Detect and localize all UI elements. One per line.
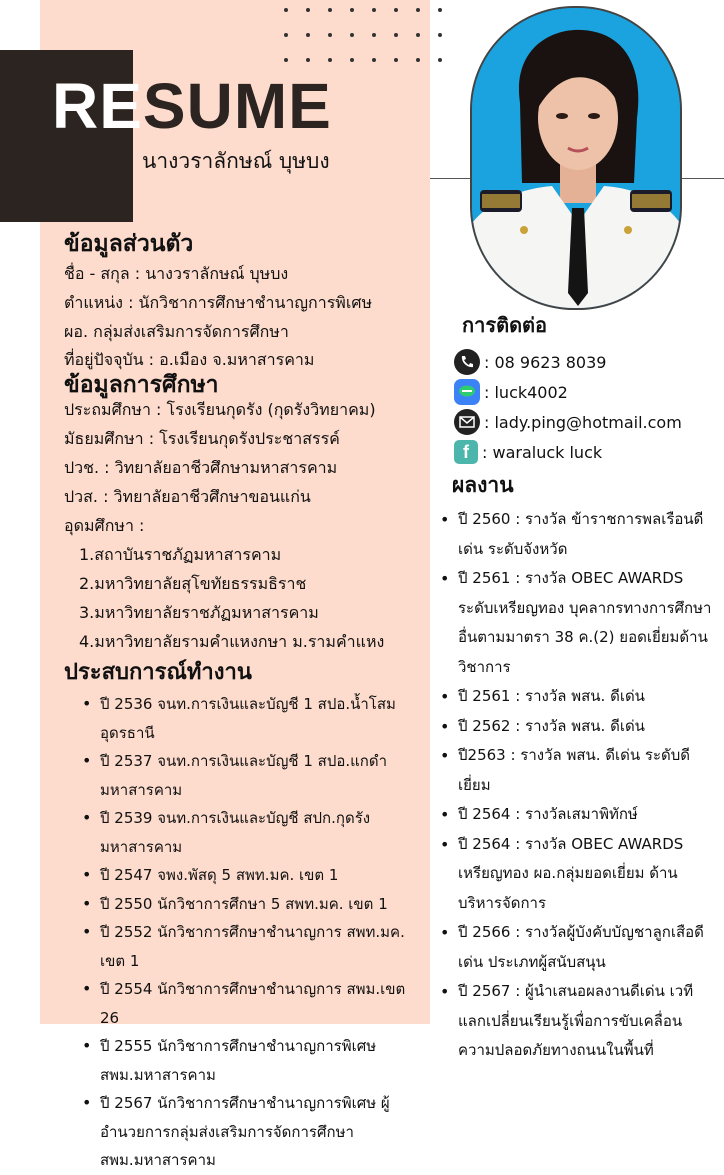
personal-address-line: ที่อยู่ปัจจุบัน : อ.เมือง จ.มหาสารคาม — [64, 350, 315, 369]
profile-photo — [470, 6, 682, 310]
higher-education-item: 1.สถาบันราชภัฏมหาสารคาม — [79, 545, 282, 564]
list-item: • ปี2563 : รางวัล พสน. ดีเด่น ระดับดีเยี่ยม — [436, 741, 716, 800]
email-icon — [454, 409, 480, 435]
list-item: • ปี 2536 จนท.การเงินและบัญชี 1 สปอ.น้ำโสม อุดรธานี — [78, 690, 428, 747]
resume-owner-name: นางวราลักษณ์ บุษบง — [142, 149, 330, 173]
list-item: • ปี 2555 นักวิชาการศึกษาชำนาญการพิเศษ สพม.มหาสารคาม — [78, 1032, 428, 1089]
list-item: • ปี 2566 : รางวัลผู้บังคับบัญชาลูกเสือดีเด่น ประเภทผู้สนับสนุน — [436, 918, 716, 977]
education-heading: ข้อมูลการศึกษา — [64, 372, 219, 398]
experience-heading: ประสบการณ์ทำงาน — [64, 660, 252, 685]
list-item: • ปี 2561 : รางวัล OBEC AWARDS ระดับเหรียญทอง บุคลากรทางการศึกษาอื่นตามมาตรา 38 ค.(2) ยอดเยี่ยมด้านวิชาการ — [436, 564, 716, 682]
experience-list — [78, 690, 428, 1175]
contact-email — [454, 408, 682, 436]
facebook-name: : waraluck luck — [482, 442, 603, 462]
education-line: อุดมศึกษา : — [64, 516, 145, 535]
higher-education-item: 2.มหาวิทยาลัยสุโขทัยธรรมธิราช — [79, 574, 307, 593]
personal-role-line: ผอ. กลุ่มส่งเสริมการจัดการศึกษา — [64, 322, 289, 341]
list-item: • ปี 2562 : รางวัล พสน. ดีเด่น — [436, 712, 716, 742]
phone-icon — [454, 349, 480, 375]
list-item: • ปี 2537 จนท.การเงินและบัญชี 1 สปอ.แกดำ มหาสารคาม — [78, 747, 428, 804]
education-line: ปวส. : วิทยาลัยอาชีวศึกษาขอนแก่น — [64, 487, 311, 506]
personal-position-line: ตำแหน่ง : นักวิชาการศึกษาชำนาญการพิเศษ — [64, 293, 373, 312]
email-address: : lady.ping@hotmail.com — [484, 412, 682, 432]
list-item: • ปี 2550 นักวิชาการศึกษา 5 สพท.มค. เขต 1 — [78, 890, 428, 919]
resume-title: RESUME — [52, 70, 332, 142]
higher-education-item: 3.มหาวิทยาลัยราชภัฏมหาสารคาม — [79, 603, 319, 622]
list-item: • ปี 2539 จนท.การเงินและบัญชี สปก.กุดรัง มหาสารคาม — [78, 804, 428, 861]
personal-name-line: ชื่อ - สกุล : นางวราลักษณ์ บุษบง — [64, 264, 289, 283]
awards-list — [436, 505, 716, 1066]
list-item: • ปี 2560 : รางวัล ข้าราชการพลเรือนดีเด่น ระดับจังหวัด — [436, 505, 716, 564]
contact-facebook — [454, 438, 602, 466]
list-item: • ปี 2561 : รางวัล พสน. ดีเด่น — [436, 682, 716, 712]
list-item: • ปี 2567 นักวิชาการศึกษาชำนาญการพิเศษ ผู้อำนวยการกลุ่มส่งเสริมการจัดการศึกษา สพม.มหาสารคาม — [78, 1089, 428, 1175]
line-chat-icon — [454, 379, 480, 405]
list-item: • ปี 2552 นักวิชาการศึกษาชำนาญการ สพท.มค. เขต 1 — [78, 918, 428, 975]
line-id: : luck4002 — [484, 382, 568, 402]
facebook-icon: f — [454, 440, 478, 464]
personal-info-heading: ข้อมูลส่วนตัว — [64, 231, 194, 257]
contact-phone — [454, 348, 606, 376]
list-item: • ปี 2547 จพง.พัสดุ 5 สพท.มค. เขต 1 — [78, 861, 428, 890]
education-line: ประถมศึกษา : โรงเรียนกุดรัง (กุดรังวิทยาคม) — [64, 400, 376, 419]
awards-heading: ผลงาน — [452, 473, 514, 497]
list-item: • ปี 2554 นักวิชาการศึกษาชำนาญการ สพม.เขต 26 — [78, 975, 428, 1032]
education-line: มัธยมศึกษา : โรงเรียนกุดรังประชาสรรค์ — [64, 429, 340, 448]
decorative-dots — [283, 6, 453, 64]
list-item: • ปี 2567 : ผู้นำเสนอผลงานดีเด่น เวทีแลกเปลี่ยนเรียนรู้เพื่อการขับเคลื่อนความปลอดภัยทางถนนในพื้นที่ — [436, 977, 716, 1066]
contact-heading: การติดต่อ — [462, 313, 548, 337]
higher-education-item: 4.มหาวิทยาลัยรามคำแหงกษา ม.รามคำแหง — [79, 632, 385, 651]
list-item: • ปี 2564 : รางวัล OBEC AWARDS เหรียญทอง ผอ.กลุ่มยอดเยี่ยม ด้านบริหารจัดการ — [436, 830, 716, 919]
education-line: ปวช. : วิทยาลัยอาชีวศึกษามหาสารคาม — [64, 458, 338, 477]
contact-line — [454, 378, 568, 406]
phone-number: : 08 9623 8039 — [484, 352, 607, 372]
list-item: • ปี 2564 : รางวัลเสมาพิทักษ์ — [436, 800, 716, 830]
